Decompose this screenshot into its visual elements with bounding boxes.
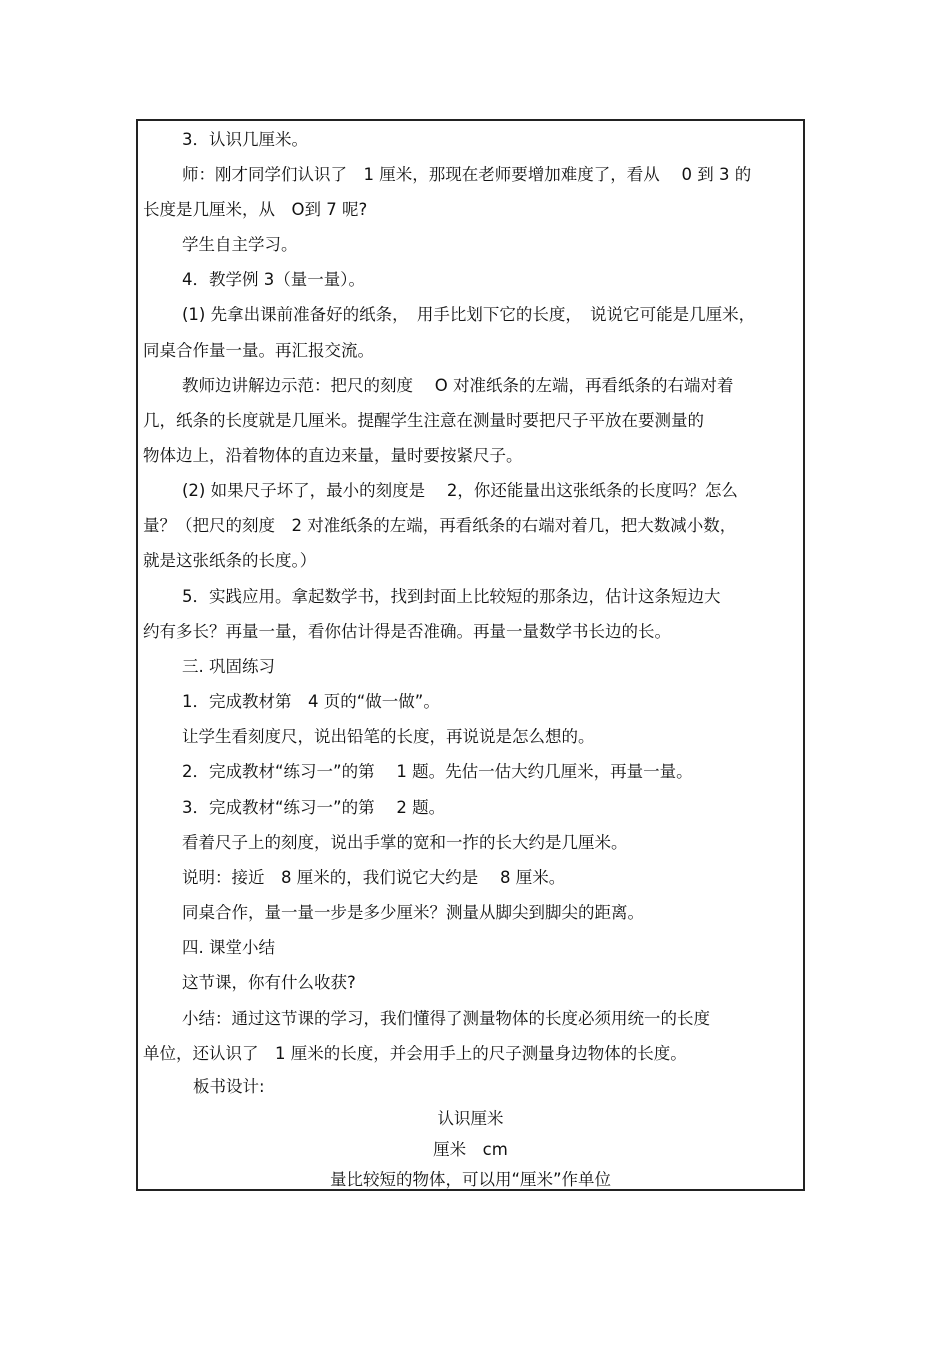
paragraph-line: 教师边讲解边示范：把尺的刻度 O 对准纸条的左端，再看纸条的右端对着 bbox=[182, 376, 734, 395]
paragraph-line: (2) 如果尺子坏了，最小的刻度是 2，你还能量出这张纸条的长度吗？怎么 bbox=[182, 481, 738, 500]
paragraph-line: 看着尺子上的刻度，说出手掌的宽和一拃的长大约是几厘米。 bbox=[182, 833, 628, 852]
section-heading: 四. 课堂小结 bbox=[182, 938, 275, 957]
board-line-2: 量比较短的物体，可以用“厘米”作单位 bbox=[329, 1170, 612, 1189]
board-design-label: 板书设计: bbox=[193, 1077, 265, 1096]
paragraph-line: 同桌合作量一量。再汇报交流。 bbox=[143, 341, 374, 360]
paragraph-line: 让学生看刻度尺，说出铅笔的长度，再说说是怎么想的。 bbox=[182, 727, 595, 746]
paragraph-line: 长度是几厘米，从 O到 7 呢? bbox=[143, 200, 368, 219]
section-heading: 三. 巩固练习 bbox=[182, 657, 275, 676]
paragraph-line: 就是这张纸条的长度。） bbox=[143, 551, 317, 570]
paragraph-line: 3．认识几厘米。 bbox=[182, 130, 308, 149]
paragraph-line: 约有多长？再量一量，看你估计得是否准确。再量一量数学书长边的长。 bbox=[143, 622, 671, 641]
board-title: 认识厘米 bbox=[437, 1109, 504, 1128]
board-line-1: 厘米 cm bbox=[433, 1140, 508, 1159]
paragraph-line: 4．教学例 3（量一量）。 bbox=[182, 270, 365, 289]
paragraph-line: 这节课，你有什么收获? bbox=[182, 973, 356, 992]
paragraph-line: 3．完成教材“练习一”的第 2 题。 bbox=[182, 798, 446, 817]
paragraph-line: 单位，还认识了 1 厘米的长度，并会用手上的尺子测量身边物体的长度。 bbox=[143, 1044, 687, 1063]
paragraph-line: 1．完成教材第 4 页的“做一做”。 bbox=[182, 692, 440, 711]
paragraph-line: 2．完成教材“练习一”的第 1 题。先估一估大约几厘米，再量一量。 bbox=[182, 762, 693, 781]
paragraph-line: 学生自主学习。 bbox=[182, 235, 298, 254]
paragraph-line: 同桌合作，量一量一步是多少厘米？测量从脚尖到脚尖的距离。 bbox=[182, 903, 644, 922]
paragraph-line: 小结：通过这节课的学习，我们懂得了测量物体的长度必须用统一的长度 bbox=[182, 1009, 710, 1028]
paragraph-line: 5．实践应用。拿起数学书，找到封面上比较短的那条边，估计这条短边大 bbox=[182, 587, 721, 606]
paragraph-line: 物体边上，沿着物体的直边来量，量时要按紧尺子。 bbox=[143, 446, 523, 465]
paragraph-line: 量？（把尺的刻度 2 对准纸条的左端，再看纸条的右端对着几，把大数减小数， bbox=[143, 516, 737, 535]
paragraph-line: 几，纸条的长度就是几厘米。提醒学生注意在测量时要把尺子平放在要测量的 bbox=[143, 411, 704, 430]
paragraph-line: (1) 先拿出课前准备好的纸条， 用手比划下它的长度， 说说它可能是几厘米， bbox=[182, 305, 756, 324]
paragraph-line: 师：刚才同学们认识了 1 厘米，那现在老师要增加难度了，看从 0 到 3 的 bbox=[182, 165, 752, 184]
paragraph-line: 说明：接近 8 厘米的，我们说它大约是 8 厘米。 bbox=[182, 868, 566, 887]
